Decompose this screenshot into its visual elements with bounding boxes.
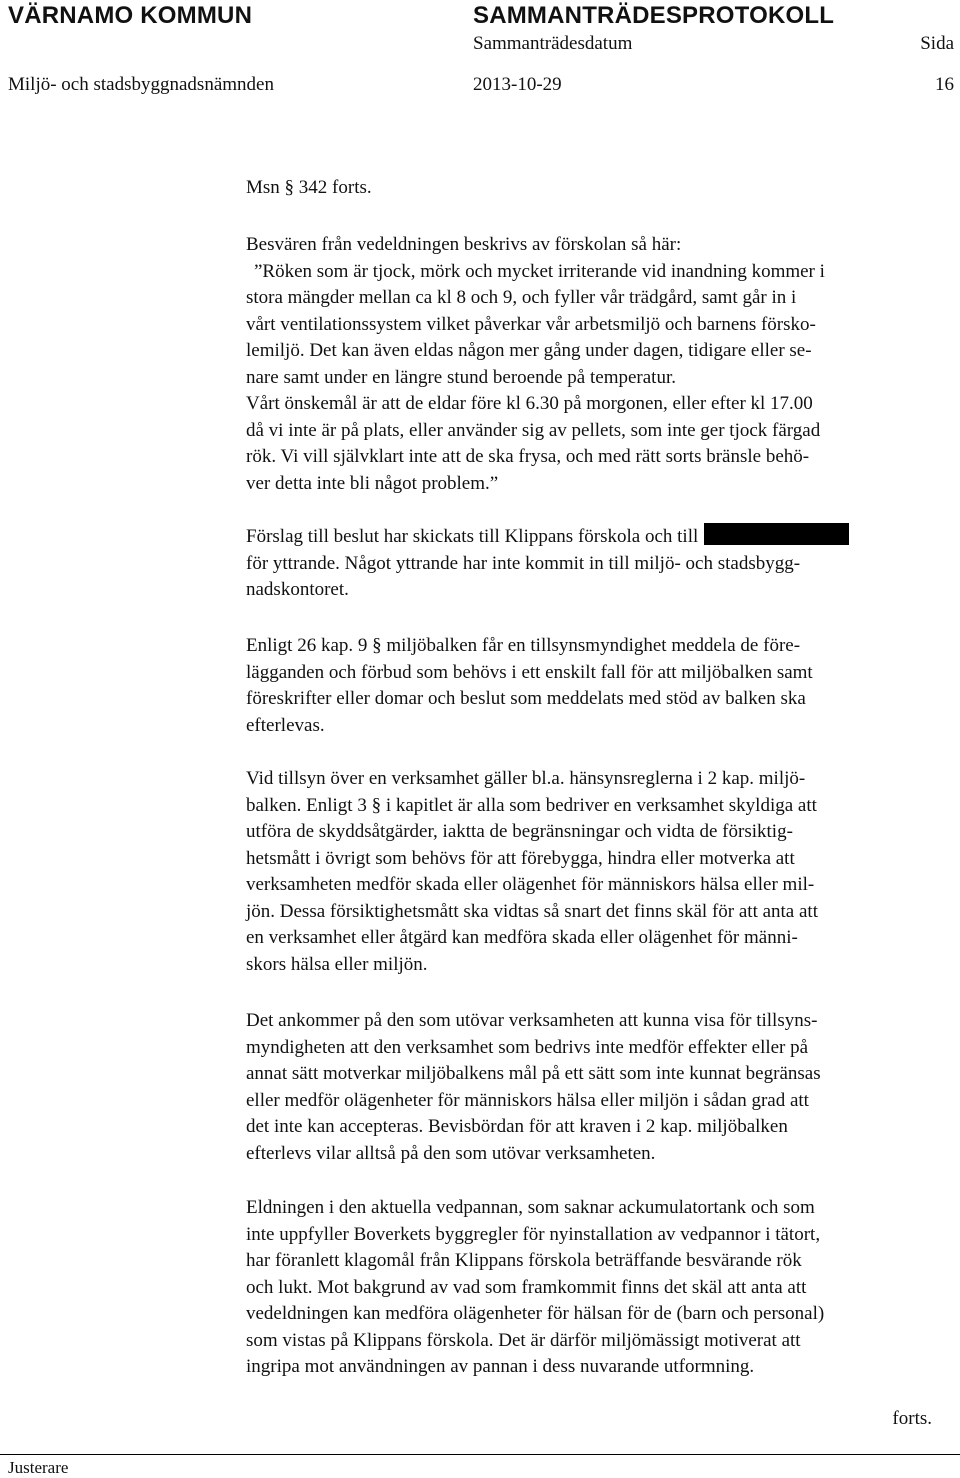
paragraph-law-26 xyxy=(246,633,813,739)
text-line: som vistas på Klippans förskola. Det är därför miljömässigt motiverat att xyxy=(246,1329,801,1351)
text-line: stora mängder mellan ca kl 8 och 9, och fyller vår trädgård, samt går in i xyxy=(246,287,797,308)
date-label: Sammanträdesdatum xyxy=(473,33,633,54)
text-line: då vi inte är på plats, eller använder sig av pellets, som inte ger tjock färgad xyxy=(246,419,821,441)
section-heading: Msn § 342 forts. xyxy=(246,177,372,198)
page-label: Sida xyxy=(920,33,954,54)
text-line: lemiljö. Det kan även eldas någon mer gång under dagen, tidigare eller se- xyxy=(246,340,812,361)
protocol-title: SAMMANTRÄDESPROTOKOLL xyxy=(473,2,835,29)
text-line: efterlevs vilar alltså på den som utövar verksamheten. xyxy=(246,1142,656,1164)
continued-marker: forts. xyxy=(892,1408,932,1429)
page-number: 16 xyxy=(935,74,954,95)
text-line: inte uppfyller Boverkets byggregler för nyinstallation av vedpannor i tätort, xyxy=(246,1223,821,1245)
text-line: efterlevas. xyxy=(246,714,325,736)
text-line: skors hälsa eller miljön. xyxy=(246,953,428,975)
text-line: föreskrifter eller domar och beslut som meddelats med stöd av balken ska xyxy=(246,688,806,709)
text-line: nare samt under en längre stund beroende på temperatur. xyxy=(246,366,676,388)
text-line: ver detta inte bli något problem.” xyxy=(246,472,499,494)
text-line: och lukt. Mot bakgrund av vad som framkommit finns det skäl att anta att xyxy=(246,1276,807,1298)
text-line: Eldningen i den aktuella vedpannan, som saknar ackumulatortank och som xyxy=(246,1197,815,1218)
text-line: Det ankommer på den som utövar verksamheten att kunna visa för tillsyns- xyxy=(246,1010,818,1031)
footer-justerare-label: Justerare xyxy=(8,1458,69,1477)
text-line: jön. Dessa försiktighetsmått ska vidtas så snart det finns skäl för att anta att xyxy=(246,900,818,922)
text-line: ”Röken som är tjock, mörk och mycket irriterande vid inandning kommer i xyxy=(254,260,825,282)
text-line xyxy=(246,523,849,551)
text-line: rök. Vi vill självklart inte att de ska frysa, och med rätt sorts bränsle behö- xyxy=(246,446,810,467)
text-line: vårt ventilationssystem vilket påverkar vår arbetsmiljö och barnens försko- xyxy=(246,313,816,335)
redacted-name xyxy=(704,523,849,545)
text-line: nadskontoret. xyxy=(246,579,349,600)
text-line: Enligt 26 kap. 9 § miljöbalken får en tillsynsmyndighet meddela de före- xyxy=(246,635,801,656)
text-line: vedeldningen kan medföra olägenheter för hälsan för de (barn och personal) xyxy=(246,1303,825,1324)
paragraph-bevisborda xyxy=(246,1008,821,1167)
board-name: Miljö- och stadsbyggnadsnämnden xyxy=(8,74,274,95)
text-line: en verksamhet eller åtgärd kan medföra skada eller olägenhet för männi- xyxy=(246,927,798,948)
text-line: myndigheten att den verksamhet som bedrivs inte medför effekter eller på xyxy=(246,1036,809,1058)
organization-name: VÄRNAMO KOMMUN xyxy=(8,2,253,29)
text-line: det inte kan accepteras. Bevisbördan för att kraven i 2 kap. miljöbalken xyxy=(246,1116,788,1137)
text-line: hetsmått i övrigt som behövs för att förebygga, hindra eller motverka att xyxy=(246,847,795,869)
text-line: balken. Enligt 3 § i kapitlet är alla som bedriver en verksamhet skyldiga att xyxy=(246,794,817,816)
text-line: har föranlett klagomål från Klippans förskola beträffande besvärande rök xyxy=(246,1250,802,1271)
text-line: annat sätt motverkar miljöbalkens mål på ett sätt som inte kunnat begränsas xyxy=(246,1063,821,1084)
text-line: utföra de skyddsåtgärder, iaktta de begränsningar och vidta de försiktig- xyxy=(246,821,793,842)
text-line: för yttrande. Något yttrande har inte kommit in till miljö- och stadsbygg- xyxy=(246,552,801,574)
paragraph-complaint xyxy=(246,232,825,497)
paragraph-eldning xyxy=(246,1195,824,1381)
text-fragment: Förslag till beslut har skickats till Klippans förskola och till xyxy=(246,526,699,547)
paragraph-hansynsregler xyxy=(246,766,818,978)
meeting-date: 2013-10-29 xyxy=(473,74,562,95)
paragraph-proposal xyxy=(246,523,849,604)
text-line: Besvären från vedeldningen beskrivs av förskolan så här: xyxy=(246,234,682,255)
text-line: ingripa mot användningen av pannan i dess nuvarande utformning. xyxy=(246,1356,755,1377)
text-line: Vårt önskemål är att de eldar före kl 6.30 på morgonen, eller efter kl 17.00 xyxy=(246,393,813,414)
text-line: lägganden och förbud som behövs i ett enskilt fall för att miljöbalken samt xyxy=(246,661,813,683)
footer-divider xyxy=(0,1454,960,1455)
text-line: verksamheten medför skada eller olägenhet för människors hälsa eller mil- xyxy=(246,874,815,895)
text-line: eller medför olägenheter för människors hälsa eller miljön i sådan grad att xyxy=(246,1089,809,1111)
text-line: Vid tillsyn över en verksamhet gäller bl.a. hänsynsreglerna i 2 kap. miljö- xyxy=(246,768,806,789)
